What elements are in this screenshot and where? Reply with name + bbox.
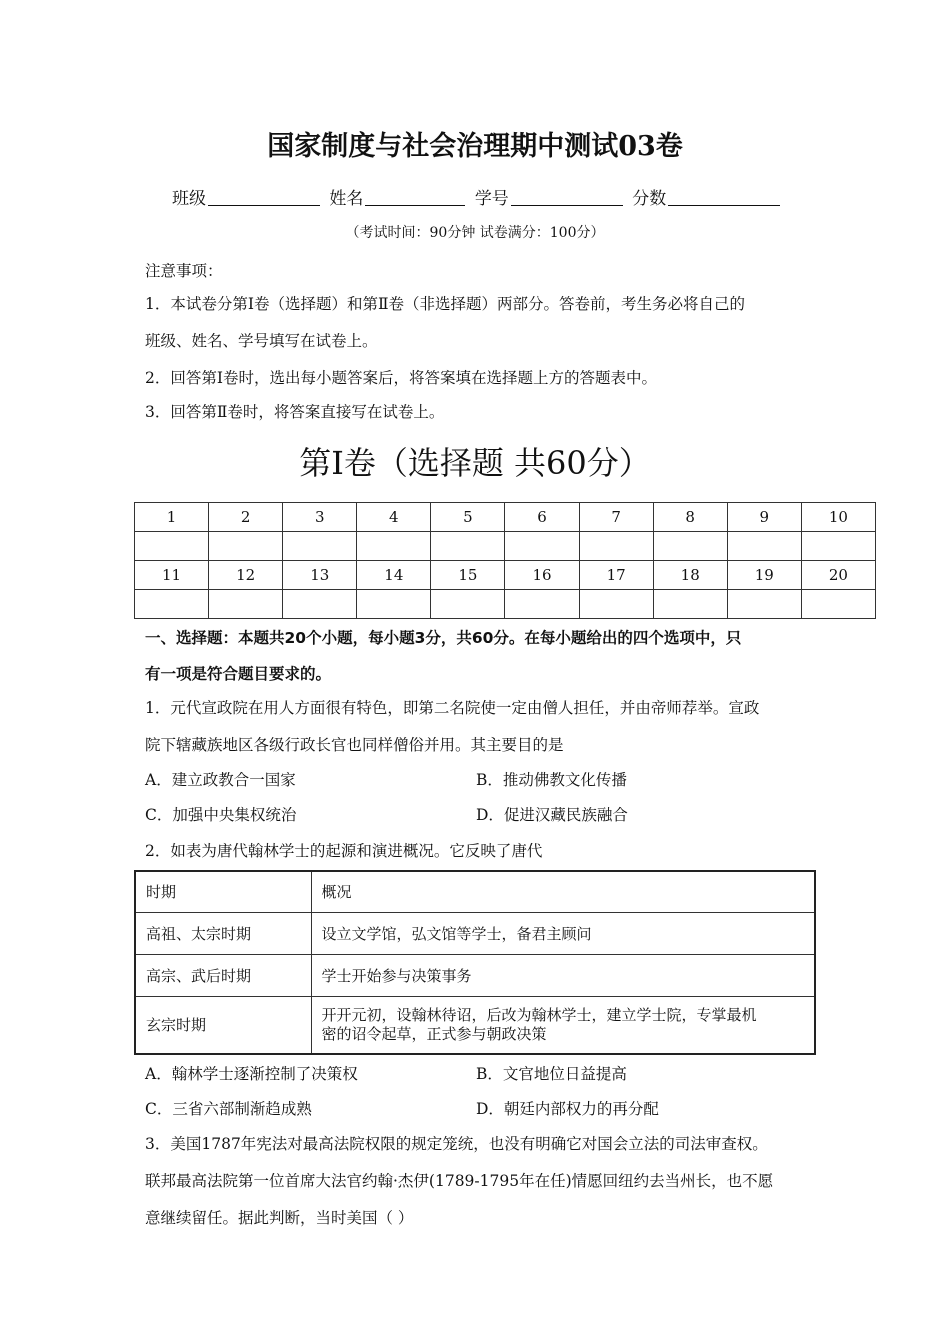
table-cell: 高宗、武后时期	[135, 954, 311, 996]
table-cell-line: 开开元初，设翰林待诏，后改为翰林学士，建立学士院，专掌最机	[321, 1005, 757, 1024]
answer-cell[interactable]	[579, 532, 653, 561]
table-cell: 玄宗时期	[135, 996, 311, 1054]
question-2-option-b[interactable]: B．文官地位日益提高	[476, 1065, 627, 1083]
question-2-table	[134, 870, 816, 1055]
table-row	[135, 996, 815, 1054]
question-3-line-2: 联邦最高法院第一位首席大法官约翰·杰伊(1789-1795年在任)情愿回纽约去当州长，也不愿	[145, 1172, 774, 1190]
question-number: 10	[801, 503, 875, 532]
table-cell: 学士开始参与决策事务	[311, 954, 815, 996]
answer-cell[interactable]	[209, 532, 283, 561]
question-1-line-1: 1．元代宣政院在用人方面很有特色，即第二名院使一定由僧人担任，并由帝师荐举。宣政	[145, 699, 760, 717]
exam-info: （考试时间：90分钟 试卷满分：100分）	[345, 225, 605, 241]
class-label: 班级	[172, 189, 206, 209]
answer-cell[interactable]	[431, 532, 505, 561]
name-label: 姓名	[329, 189, 364, 209]
student-no-blank[interactable]	[511, 187, 623, 206]
student-info-fields	[172, 184, 784, 209]
question-3-line-1: 3．美国1787年宪法对最高法院权限的规定笼统，也没有明确它对国会立法的司法审查权。	[145, 1135, 768, 1153]
answer-cell[interactable]	[801, 590, 875, 619]
table-cell: 高祖、太宗时期	[135, 912, 311, 954]
notice-item-1-line-1: 1．本试卷分第Ⅰ卷（选择题）和第Ⅱ卷（非选择题）两部分。答卷前，考生务必将自己的	[145, 295, 746, 313]
question-number: 11	[135, 561, 209, 590]
answer-cell[interactable]	[727, 590, 801, 619]
question-number: 9	[727, 503, 801, 532]
table-row	[135, 954, 815, 996]
answer-cell[interactable]	[283, 532, 357, 561]
question-number: 12	[209, 561, 283, 590]
question-number: 19	[727, 561, 801, 590]
student-no-label: 学号	[474, 189, 509, 209]
section-intro-line-2: 有一项是符合题目要求的。	[145, 665, 332, 683]
question-1-line-2: 院下辖藏族地区各级行政长官也同样僧俗并用。其主要目的是	[145, 736, 564, 754]
notice-item-1-line-2: 班级、姓名、学号填写在试卷上。	[145, 332, 378, 350]
score-label: 分数	[632, 189, 667, 209]
answer-grid	[134, 502, 876, 619]
answer-cell[interactable]	[505, 532, 579, 561]
answer-cell[interactable]	[357, 532, 431, 561]
answer-cell[interactable]	[801, 532, 875, 561]
table-row	[135, 871, 815, 912]
question-2-option-d[interactable]: D．朝廷内部权力的再分配	[476, 1100, 659, 1118]
name-blank[interactable]	[365, 187, 465, 206]
question-1-option-d[interactable]: D．促进汉藏民族融合	[476, 806, 628, 824]
question-1-option-b[interactable]: B．推动佛教文化传播	[476, 771, 627, 789]
question-number: 7	[579, 503, 653, 532]
answer-cell[interactable]	[283, 590, 357, 619]
table-cell-line: 密的诏令起草，正式参与朝政决策	[321, 1024, 547, 1043]
question-number: 1	[135, 503, 209, 532]
table-cell	[311, 996, 815, 1054]
question-number: 6	[505, 503, 579, 532]
notice-heading: 注意事项：	[145, 262, 223, 280]
section-intro-line-1: 一、选择题：本题共20个小题，每小题3分，共60分。在每小题给出的四个选项中，只	[145, 629, 742, 647]
answer-cell[interactable]	[653, 532, 727, 561]
question-number: 2	[209, 503, 283, 532]
answer-cell[interactable]	[357, 590, 431, 619]
answer-cell[interactable]	[209, 590, 283, 619]
answer-cell[interactable]	[727, 532, 801, 561]
question-2-stem: 2．如表为唐代翰林学士的起源和演进概况。它反映了唐代	[145, 842, 543, 860]
table-header-period: 时期	[135, 871, 311, 912]
page-title: 国家制度与社会治理期中测试03卷	[267, 131, 683, 162]
answer-grid-header-row-1	[135, 503, 876, 532]
question-1-option-c[interactable]: C．加强中央集权统治	[145, 806, 297, 824]
notice-item-3: 3．回答第Ⅱ卷时，将答案直接写在试卷上。	[145, 403, 445, 421]
section-title: 第Ⅰ卷（选择题 共60分）	[299, 444, 651, 482]
question-number: 3	[283, 503, 357, 532]
question-number: 13	[283, 561, 357, 590]
question-number: 15	[431, 561, 505, 590]
table-row	[135, 912, 815, 954]
answer-grid-header-row-2	[135, 561, 876, 590]
question-number: 4	[357, 503, 431, 532]
answer-cell[interactable]	[135, 590, 209, 619]
question-1-option-a[interactable]: A．建立政教合一国家	[145, 771, 296, 789]
class-blank[interactable]	[208, 187, 320, 206]
question-2-option-c[interactable]: C．三省六部制渐趋成熟	[145, 1100, 312, 1118]
answer-cell[interactable]	[505, 590, 579, 619]
question-number: 16	[505, 561, 579, 590]
question-number: 20	[801, 561, 875, 590]
question-number: 14	[357, 561, 431, 590]
notice-item-2: 2．回答第Ⅰ卷时，选出每小题答案后，将答案填在选择题上方的答题表中。	[145, 369, 657, 387]
table-header-overview: 概况	[311, 871, 815, 912]
answer-cell[interactable]	[579, 590, 653, 619]
answer-grid-blank-row-1	[135, 532, 876, 561]
question-number: 8	[653, 503, 727, 532]
question-number: 17	[579, 561, 653, 590]
question-number: 5	[431, 503, 505, 532]
answer-cell[interactable]	[431, 590, 505, 619]
question-2-option-a[interactable]: A．翰林学士逐渐控制了决策权	[145, 1065, 358, 1083]
question-number: 18	[653, 561, 727, 590]
answer-cell[interactable]	[135, 532, 209, 561]
question-3-line-3: 意继续留任。据此判断，当时美国（ ）	[145, 1209, 414, 1227]
answer-cell[interactable]	[653, 590, 727, 619]
score-blank[interactable]	[668, 187, 780, 206]
answer-grid-blank-row-2	[135, 590, 876, 619]
table-cell: 设立文学馆，弘文馆等学士，备君主顾问	[311, 912, 815, 954]
